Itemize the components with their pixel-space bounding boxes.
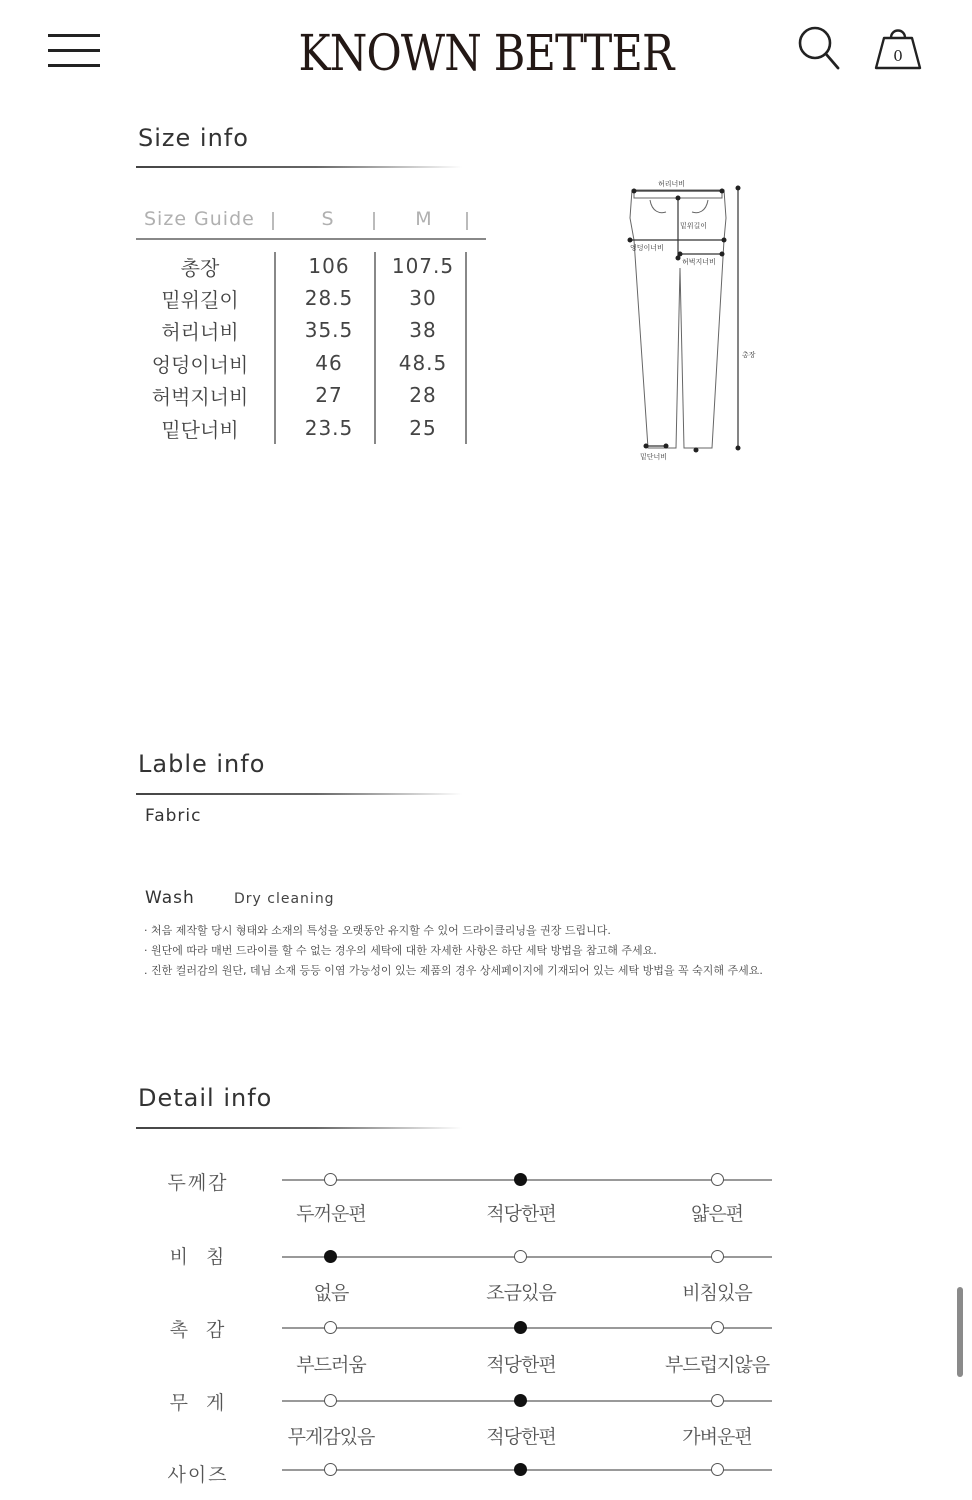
size-s-value: 27 — [315, 383, 343, 407]
header-separator — [466, 212, 468, 230]
scale-option: 비침있음 — [682, 1282, 752, 1304]
scale-dot — [711, 1394, 724, 1407]
diagram-label-rise: 밑위길이 — [680, 222, 708, 230]
brand-logo[interactable]: KNOWN BETTER — [298, 24, 674, 82]
scale-option: 얇은편 — [690, 1203, 744, 1225]
row-label: 총장 — [180, 256, 220, 280]
scale-line — [282, 1400, 772, 1402]
table-header-rule — [136, 238, 486, 240]
scale-option: 무게감있음 — [287, 1426, 375, 1448]
fabric-label: Fabric — [145, 806, 202, 826]
scale-dot — [324, 1463, 337, 1476]
scale-dot — [711, 1173, 724, 1186]
diagram-label-hip: 엉덩이너비 — [630, 244, 664, 252]
scale-option: 없음 — [313, 1282, 349, 1304]
section-divider — [136, 166, 462, 168]
section-divider — [136, 1127, 462, 1129]
header-separator — [272, 212, 274, 230]
size-m-value: 25 — [409, 416, 437, 440]
size-s-value: 28.5 — [304, 286, 354, 310]
detail-info-title: Detail info — [138, 1084, 273, 1112]
row-label: 허벅지너비 — [151, 385, 249, 409]
scale-option: 조금있음 — [486, 1282, 556, 1304]
size-s-value: 46 — [315, 351, 343, 375]
label-info-title: Lable info — [138, 750, 266, 778]
size-m-value: 38 — [409, 318, 437, 342]
care-note: . 진한 컬러감의 원단, 데님 소재 등등 이염 가능성이 있는 제품의 경우 상세페이지에 기재되어 있는 세탁 방법을 꼭 숙지해 주세요. — [144, 964, 763, 977]
section-divider — [136, 793, 462, 795]
scale-dot-selected — [514, 1394, 527, 1407]
scale-dot-selected — [324, 1250, 337, 1263]
detail-category: 비 침 — [169, 1246, 227, 1268]
scale-dot — [711, 1321, 724, 1334]
size-s-header: S — [321, 208, 335, 230]
scale-line — [282, 1469, 772, 1471]
care-note: · 처음 제작할 당시 형태와 소재의 특성을 오랫동안 유지할 수 있어 드라이클리닝을 권장 드립니다. — [144, 924, 611, 937]
scale-option: 적당한편 — [486, 1354, 556, 1376]
detail-category: 무 게 — [169, 1392, 227, 1414]
diagram-label-thigh: 허벅지너비 — [682, 258, 716, 266]
size-m-header: M — [415, 208, 433, 230]
care-note: · 원단에 따라 매번 드라이를 할 수 없는 경우의 세탁에 대한 자세한 사항은 하단 세탁 방법을 참고해 주세요. — [144, 944, 657, 957]
row-label: 엉덩이너비 — [151, 353, 249, 377]
scale-line — [282, 1179, 772, 1181]
size-s-value: 23.5 — [304, 416, 354, 440]
scale-option: 적당한편 — [486, 1203, 556, 1225]
diagram-label-length: 총장 — [742, 351, 756, 359]
scale-line — [282, 1256, 772, 1258]
wash-label: Wash — [145, 888, 195, 908]
size-s-value: 35.5 — [304, 318, 354, 342]
detail-category: 사이즈 — [167, 1464, 229, 1486]
scale-option: 두꺼운편 — [296, 1203, 366, 1225]
column-divider — [274, 252, 276, 444]
detail-category: 두께감 — [167, 1172, 229, 1194]
scale-option: 적당한편 — [486, 1426, 556, 1448]
size-m-value: 28 — [409, 383, 437, 407]
scale-option: 부드럽지않음 — [664, 1354, 770, 1376]
scale-option: 부드러움 — [296, 1354, 366, 1376]
size-m-value: 107.5 — [391, 254, 455, 278]
column-divider — [374, 252, 376, 444]
page-scrollbar[interactable] — [957, 1287, 963, 1377]
row-label: 밑단너비 — [161, 418, 239, 442]
cart-count-badge: 0 — [893, 47, 903, 65]
size-guide-label: Size Guide — [144, 208, 255, 230]
pants-measurement-diagram — [620, 178, 770, 468]
detail-category: 촉 감 — [169, 1319, 227, 1341]
scale-dot-selected — [514, 1463, 527, 1476]
scale-dot — [514, 1250, 527, 1263]
header-separator — [373, 212, 375, 230]
scale-dot — [711, 1250, 724, 1263]
diagram-label-hem: 밑단너비 — [640, 453, 668, 461]
scale-dot — [324, 1173, 337, 1186]
row-label: 허리너비 — [161, 320, 239, 344]
scale-dot-selected — [514, 1321, 527, 1334]
scale-line — [282, 1327, 772, 1329]
scale-dot — [324, 1321, 337, 1334]
size-m-value: 30 — [409, 286, 437, 310]
wash-value: Dry cleaning — [234, 891, 335, 907]
scale-dot-selected — [514, 1173, 527, 1186]
size-s-value: 106 — [308, 254, 350, 278]
search-icon[interactable] — [796, 24, 842, 72]
scale-dot — [324, 1394, 337, 1407]
scale-option: 가벼운편 — [682, 1426, 752, 1448]
row-label: 밑위길이 — [161, 288, 239, 312]
size-info-title: Size info — [138, 124, 249, 152]
diagram-label-waist: 허리너비 — [658, 180, 686, 188]
size-m-value: 48.5 — [398, 351, 448, 375]
scale-dot — [711, 1463, 724, 1476]
